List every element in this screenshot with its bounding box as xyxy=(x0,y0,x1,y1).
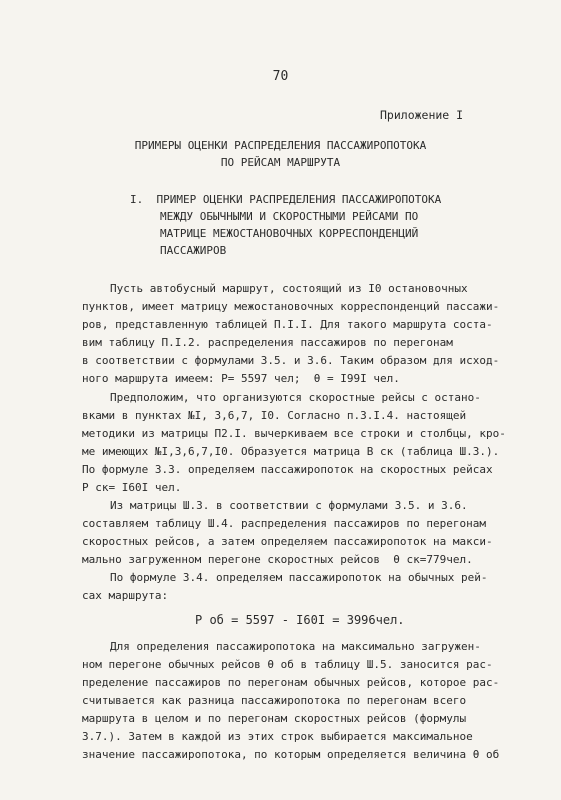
body-line: скоростных рейсов, а затем определяем пассажиропоток на макси- xyxy=(82,535,493,548)
section-heading-line-1: I. ПРИМЕР ОЦЕНКИ РАСПРЕДЕЛЕНИЯ ПАССАЖИРОПОТОКА xyxy=(130,193,442,206)
body-line: ного маршрута имеем: P= 5597 чел; θ = I99I чел. xyxy=(82,372,400,385)
body-line: ров, представленную таблицей П.I.I. Для такого маршрута соста- xyxy=(82,318,493,331)
body-line: пунктов, имеет матрицу межостановочных корреспонденций пассажи- xyxy=(82,300,500,313)
body-line: вками в пунктах №I, 3,6,7, I0. Согласно п.3.I.4. настоящей xyxy=(82,409,467,422)
body-line: 3.7.). Затем в каждой из этих строк выбирается максимальное xyxy=(82,730,473,743)
body-line: вим таблицу П.I.2. распределения пассажиров по перегонам xyxy=(82,336,453,349)
formula-line: P об = 5597 - I60I = 3996чел. xyxy=(195,613,405,627)
section-heading-line-3: МАТРИЦЕ МЕЖОСТАНОВОЧНЫХ КОРРЕСПОНДЕНЦИЙ xyxy=(160,227,419,240)
body-line: P ск= I60I чел. xyxy=(82,481,182,494)
body-line: Для определения пассажиропотока на максимально загружен- xyxy=(110,640,481,653)
body-line: в соответствии с формулами 3.5. и 3.6. Таким образом для исход- xyxy=(82,354,500,367)
body-line: По формуле 3.3. определяем пассажиропоток на скоростных рейсах xyxy=(82,463,493,476)
body-line: Из матрицы Ш.3. в соответствии с формулами 3.5. и 3.6. xyxy=(110,499,468,512)
main-title-line-2: ПО РЕЙСАМ МАРШРУТА xyxy=(220,156,341,169)
body-line: ном перегоне обычных рейсов θ об в таблицу Ш.5. заносится рас- xyxy=(82,658,493,671)
body-line: пределение пассажиров по перегонам обычных рейсов, которое рас- xyxy=(82,676,500,689)
body-line: сах маршрута: xyxy=(82,589,169,602)
body-line: По формуле 3.4. определяем пассажиропоток на обычных рей- xyxy=(110,571,488,584)
appendix-label: Приложение I xyxy=(380,108,464,122)
main-title-line-1: ПРИМЕРЫ ОЦЕНКИ РАСПРЕДЕЛЕНИЯ ПАССАЖИРОПОТОКА xyxy=(134,139,427,152)
body-line: Предположим, что организуются скоростные рейсы с остано- xyxy=(110,391,481,404)
page-number: 70 xyxy=(272,69,289,84)
body-line: значение пассажиропотока, по которым определяется величина θ об xyxy=(82,748,500,761)
body-line: мально загруженном перегоне скоростных рейсов θ ск=779чел. xyxy=(82,553,473,566)
body-line: маршрута в целом и по перегонам скоростных рейсов (формулы xyxy=(82,712,467,725)
section-heading-line-4: ПАССАЖИРОВ xyxy=(160,244,227,257)
section-heading-line-2: МЕЖДУ ОБЫЧНЫМИ И СКОРОСТНЫМИ РЕЙСАМИ ПО xyxy=(160,210,419,223)
body-line: Пусть автобусный маршрут, состоящий из I0 остановочных xyxy=(110,282,468,295)
body-line: ме имеющих №I,3,6,7,I0. Образуется матрица B ск (таблица Ш.3.). xyxy=(82,445,500,458)
body-line: составляем таблицу Ш.4. распределения пассажиров по перегонам xyxy=(82,517,486,530)
body-line: методики из матрицы П2.I. вычеркиваем все строки и столбцы, кро- xyxy=(82,427,506,440)
body-line: считывается как разница пассажиропотока по перегонам всего xyxy=(82,694,467,707)
